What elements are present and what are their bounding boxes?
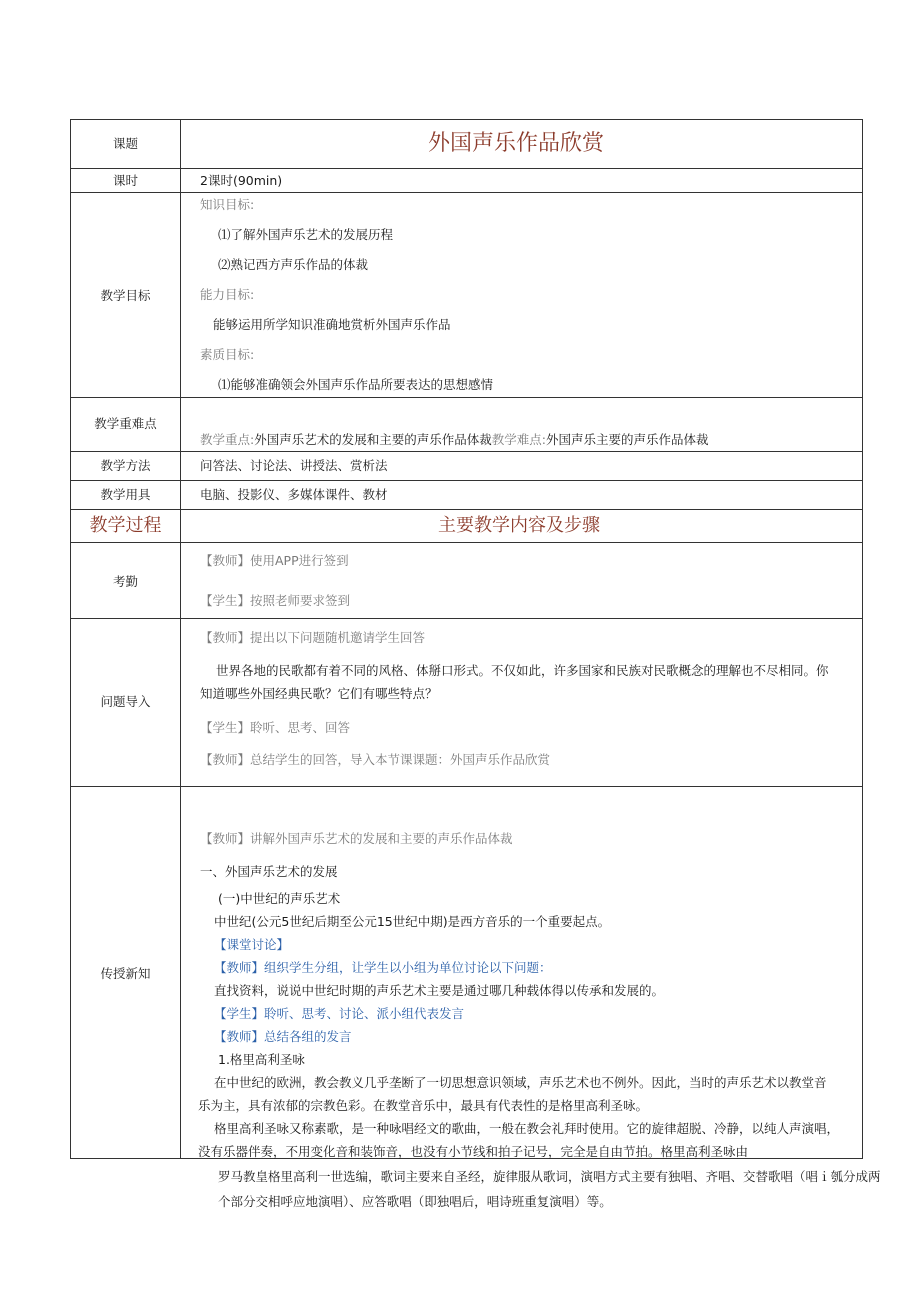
quality-item: ⑴能够准确领会外国声乐作品所要表达的思想感情 (218, 377, 494, 392)
nk-medieval-text: 中世纪(公元5世纪后期至公元15世纪中期)是西方音乐的一个重要起点。 (214, 914, 611, 929)
nk-paragraph-line: 在中世纪的欧洲，教会教义几乎垄断了一切思想意识领域，声乐艺术也不例外。因此，当时的声乐艺术以教堂音 (214, 1075, 827, 1090)
intro-label: 问题导入 (100, 694, 151, 709)
tools-value: 电脑、投影仪、多媒体课件、教材 (200, 487, 388, 502)
methods-label: 教学方法 (100, 458, 151, 473)
table-border-top (70, 119, 863, 120)
knowledge-item: ⑴了解外国声乐艺术的发展历程 (218, 227, 394, 242)
attendance-label: 考勤 (112, 574, 138, 589)
knowledge-heading: 知识目标: (200, 197, 255, 212)
attendance-teacher: 【教师】使用APP进行签到 (200, 553, 349, 568)
table-border-right (862, 119, 863, 1159)
process-header-left: 教学过程 (89, 515, 162, 536)
row-divider (70, 786, 863, 787)
ability-heading: 能力目标: (200, 287, 255, 302)
key-label: 教学重点: (200, 432, 255, 447)
tools-label: 教学用具 (100, 487, 151, 502)
table-column-divider (180, 119, 181, 1159)
row-divider (70, 618, 863, 619)
key-points-label: 教学重难点 (94, 416, 157, 431)
nk-teacher-explain: 【教师】讲解外国声乐艺术的发展和主要的声乐作品体裁 (200, 831, 513, 846)
course-label: 课题 (112, 136, 138, 151)
nk-teacher-group: 【教师】组织学生分组，让学生以小组为单位讨论以下问题： (214, 960, 552, 975)
row-divider (70, 480, 863, 481)
overflow-line: 个部分交相呼应地演唱）、应答歌唱（即独唱后，唱诗班重复演唱）等。 (218, 1194, 612, 1209)
row-divider (70, 192, 863, 193)
nk-student-listen: 【学生】聆听、思考、讨论、派小组代表发言 (214, 1006, 465, 1021)
row-divider (70, 451, 863, 452)
difficulty-text: 外国声乐主要的声乐作品体裁 (545, 432, 709, 447)
new-knowledge-label: 传授新知 (100, 966, 151, 981)
key-points-text (200, 432, 708, 448)
attendance-student: 【学生】按照老师要求签到 (200, 593, 351, 608)
row-divider (70, 542, 863, 543)
row-divider (70, 168, 863, 169)
intro-teacher-summary: 【教师】总结学生的回答，导入本节课课题：外国声乐作品欣赏 (200, 752, 551, 767)
row-divider (70, 397, 863, 398)
nk-task: 直找资料，说说中世纪时期的声乐艺术主要是通过哪几种载体得以传承和发展的。 (214, 983, 665, 998)
objectives-label: 教学目标 (100, 288, 151, 303)
key-text: 外国声乐艺术的发展和主要的声乐作品体裁 (254, 432, 492, 447)
hours-value: 2课时(90min) (200, 173, 283, 188)
nk-section-heading: 一、外国声乐艺术的发展 (200, 864, 338, 879)
intro-student: 【学生】聆听、思考、回答 (200, 720, 351, 735)
overflow-line: 罗马教皇格里高利一世选编，歌词主要来自圣经，旋律服从歌词，演唱方式主要有独唱、齐唱、交替歌唱（唱ｉ瓠分成两 (218, 1169, 881, 1184)
row-divider (70, 509, 863, 510)
hours-label: 课时 (112, 173, 138, 188)
quality-heading: 素质目标: (200, 347, 255, 362)
difficulty-label: 教学难点: (491, 432, 546, 447)
intro-question-line: 知道哪些外国经典民歌？它们有哪些特点？ (200, 686, 438, 701)
nk-subsection-heading: (一)中世纪的声乐艺术 (218, 891, 341, 906)
nk-paragraph-line: 格里高利圣咏又称素歌，是一种咏唱经文的歌曲，一般在教会礼拜时使用。它的旋律超脱、冷静，以纯人声演唱， (214, 1121, 840, 1136)
course-title: 外国声乐作品欣赏 (428, 131, 605, 156)
table-border-left (70, 119, 71, 1159)
intro-teacher-question: 【教师】提出以下问题随机邀请学生回答 (200, 630, 426, 645)
methods-value: 问答法、讨论法、讲授法、赏析法 (200, 458, 388, 473)
process-header-right: 主要教学内容及步骤 (438, 515, 600, 536)
intro-question-line: 世界各地的民歌都有着不同的风格、体掰口形式。不仅如此，许多国家和民族对民歌概念的理解也不尽相同。你 (216, 663, 829, 678)
nk-item-heading: 1.格里高利圣咏 (218, 1052, 305, 1067)
nk-paragraph-line: 乐为主，具有浓郁的宗教色彩。在教堂音乐中，最具有代表性的是格里高利圣咏。 (198, 1098, 649, 1113)
nk-paragraph-line: 没有乐器伴奏，不用变化音和装饰音，也没有小节线和拍子记号，完全是自由节拍。格里高利圣咏由 (198, 1144, 749, 1159)
nk-teacher-summary: 【教师】总结各组的发言 (214, 1029, 352, 1044)
ability-item: 能够运用所学知识准确地赏析外国声乐作品 (213, 317, 451, 332)
knowledge-item: ⑵熟记西方声乐作品的体裁 (218, 257, 369, 272)
nk-discussion: 【课堂讨论】 (214, 937, 290, 952)
